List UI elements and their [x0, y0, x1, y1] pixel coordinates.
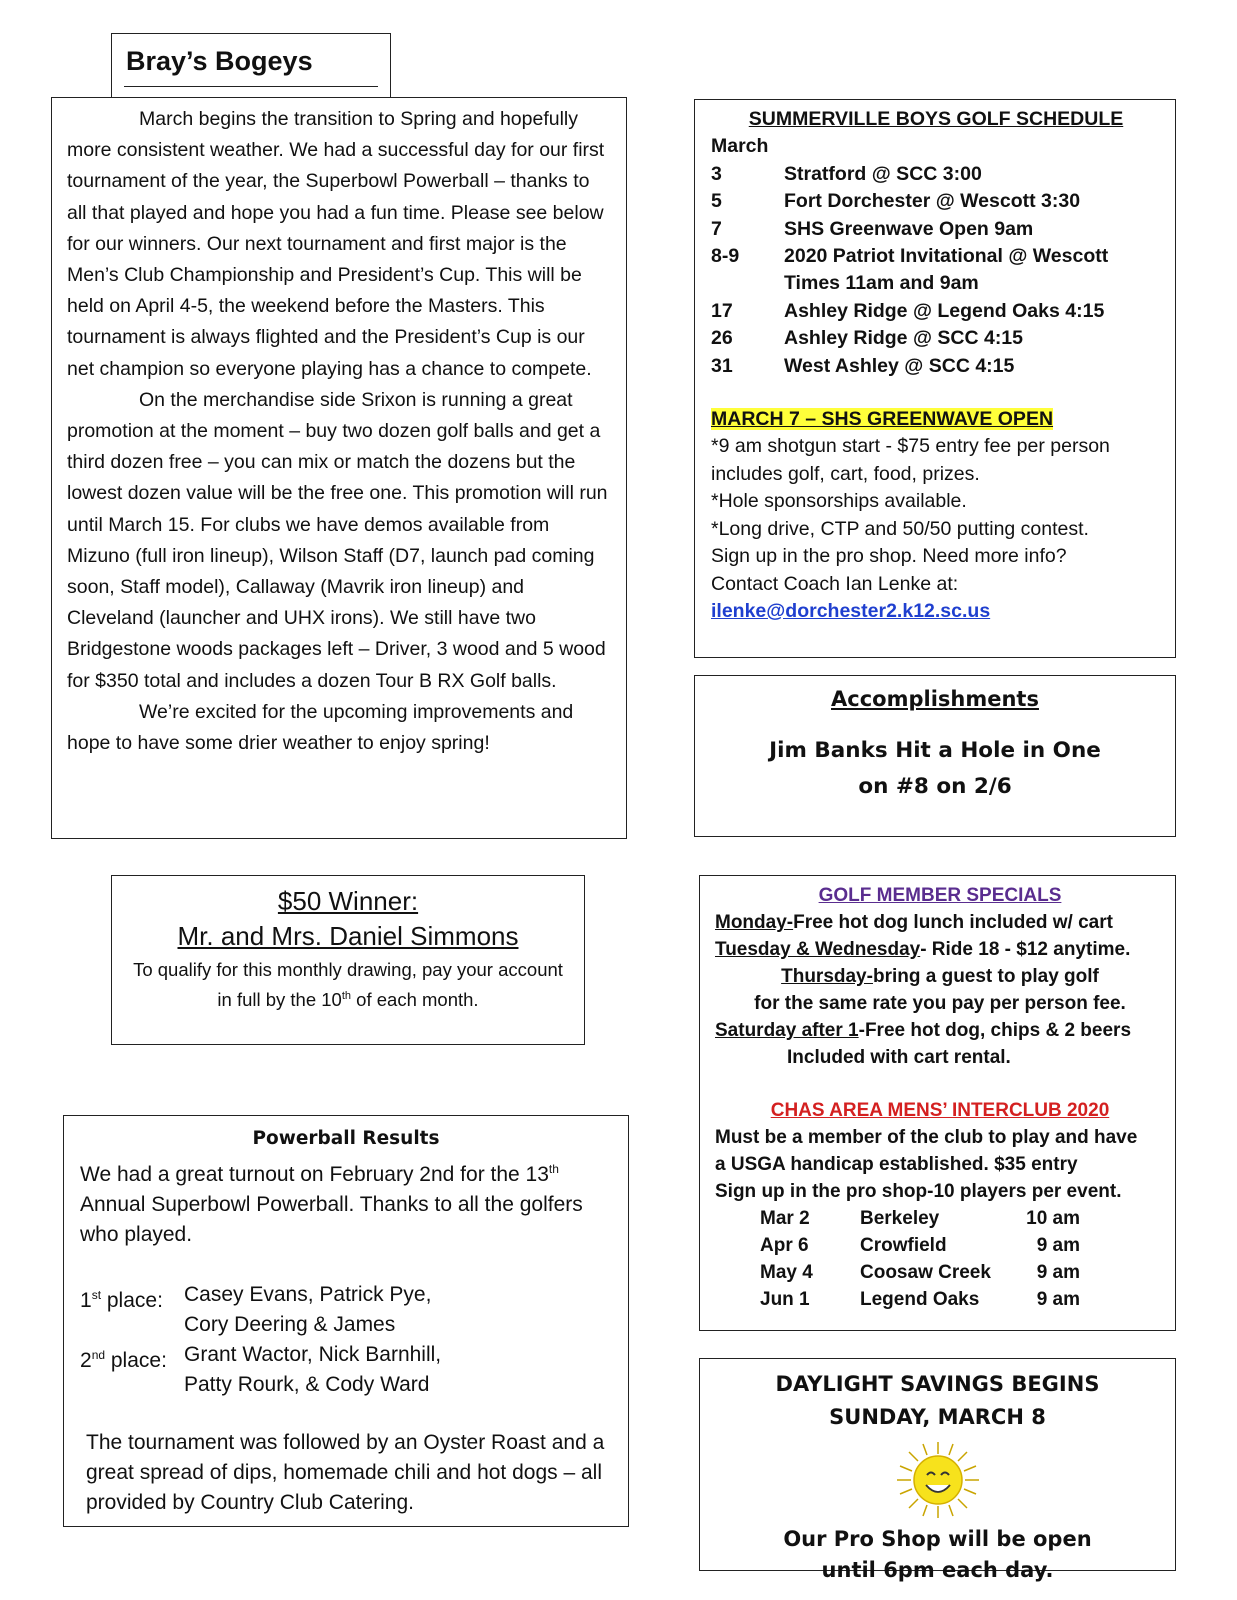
powerball-intro-text-end: Annual Superbowl Powerball. Thanks to all the golfers who played.: [80, 1193, 583, 1246]
daylight-line-3: Our Pro Shop will be open: [783, 1527, 1092, 1551]
winner-note-text-end: of each month.: [351, 989, 479, 1011]
special-monday-day: Monday-: [715, 912, 794, 933]
schedule-event: [711, 188, 1161, 215]
monthly-winner-box: [111, 875, 585, 1045]
schedule-events: [711, 161, 1161, 380]
powerball-intro: [80, 1154, 612, 1250]
interclub-event-row: [715, 1205, 1165, 1232]
title-underline: [124, 86, 378, 87]
special-saturday: [715, 1017, 1165, 1044]
interclub-event-date: May 4: [760, 1262, 813, 1283]
greenwave-detail-line: Sign up in the pro shop. Need more info?: [711, 545, 1067, 568]
interclub-event-row: [715, 1286, 1165, 1313]
powerball-outro: The tournament was followed by an Oyster Roast and a great spread of dips, homemade chili and hot dogs – all provided by Country Club Catering.: [86, 1431, 605, 1514]
interclub-event-time: 9 am: [1036, 1262, 1080, 1283]
first-place-label: [80, 1280, 184, 1340]
schedule-event: [711, 161, 1161, 188]
greenwave-detail-line: includes golf, cart, food, prizes.: [711, 462, 980, 485]
daylight-line-1: DAYLIGHT SAVINGS BEGINS: [775, 1372, 1100, 1396]
special-thursday-day: Thursday-: [781, 966, 873, 987]
intro-paragraph-3: We’re excited for the upcoming improvements and hope to have some drier weather to enjoy spring!: [67, 700, 574, 755]
schedule-event: [711, 243, 1161, 270]
schedule-event: [711, 216, 1161, 243]
schedule-month: March: [711, 135, 769, 158]
interclub-line-3: Sign up in the pro shop-10 players per event.: [715, 1181, 1122, 1202]
special-monday-text: Free hot dog lunch included w/ cart: [793, 912, 1113, 933]
accomplishments-box: [694, 675, 1176, 837]
intro-article: [51, 97, 627, 839]
winner-note-text: To qualify for this monthly drawing, pay your account in full by the 10: [133, 959, 563, 1011]
newsletter-title: Bray’s Bogeys: [126, 46, 313, 76]
schedule-event-text: West Ashley @ SCC 4:15: [784, 354, 1015, 377]
interclub-event-row: [715, 1232, 1165, 1259]
first-place-row: [80, 1280, 612, 1340]
winner-title: $50 Winner:: [277, 886, 419, 916]
schedule-event-text: Stratford @ SCC 3:00: [784, 162, 982, 185]
winner-note: [112, 956, 584, 1013]
schedule-event-day: [711, 270, 784, 297]
interclub-line-2: a USGA handicap established. $35 entry: [715, 1154, 1078, 1175]
schedule-event-text: Times 11am and 9am: [784, 272, 979, 295]
powerball-intro-sup: th: [548, 1162, 559, 1176]
special-thursday: [715, 963, 1165, 990]
schedule-event-day: 5: [711, 190, 722, 213]
second-place-names-1: Grant Wactor, Nick Barnhill,: [184, 1343, 442, 1366]
interclub-event-row: [715, 1259, 1165, 1286]
special-saturday-day: Saturday after 1: [715, 1020, 859, 1041]
winner-note-sup: th: [341, 990, 352, 1002]
second-place-label: [80, 1340, 184, 1400]
powerball-results-box: [63, 1115, 629, 1527]
special-tuesday-text: - Ride 18 - $12 anytime.: [920, 939, 1131, 960]
first-place-names-2: Cory Deering & James: [184, 1313, 396, 1336]
schedule-title: SUMMERVILLE BOYS GOLF SCHEDULE: [748, 108, 1124, 130]
interclub-event-club: Berkeley: [860, 1208, 940, 1229]
schedule-event-text: Ashley Ridge @ SCC 4:15: [784, 327, 1023, 350]
schedule-event: [711, 325, 1161, 352]
powerball-intro-text: We had a great turnout on February 2nd for the 13: [80, 1163, 549, 1186]
newsletter-header: [111, 33, 391, 97]
schedule-event-day: 31: [711, 354, 733, 377]
interclub-event-time: 10 am: [1026, 1208, 1080, 1229]
intro-paragraph-2: On the merchandise side Srixon is running a great promotion at the moment – buy two dozen golf balls and get a third dozen free – you can mix or match the dozens but the lowest dozen value will be the free one. This promotion will run until March 15. For clubs we have demos available from Mizuno (full iron lineup), Wilson Staff (D7, launch pad coming soon, Staff model), Callaway (Mavrik iron lineup) and Cleveland (launcher and UHX irons). We still have two Bridgestone woods packages left – Driver, 3 wood and 5 wood for $350 total and includes a dozen Tour B RX Golf balls.: [67, 388, 608, 692]
powerball-title: Powerball Results: [252, 1128, 440, 1149]
special-thursday-text: bring a guest to play golf: [872, 966, 1099, 987]
second-place-word: place:: [105, 1349, 167, 1372]
winner-name: Mr. and Mrs. Daniel Simmons: [177, 921, 519, 951]
greenwave-detail-line: *9 am shotgun start - $75 entry fee per person: [711, 435, 1110, 458]
schedule-event-text: Ashley Ridge @ Legend Oaks 4:15: [784, 299, 1105, 322]
greenwave-details: [711, 433, 1161, 597]
schedule-event-day: 26: [711, 327, 733, 350]
interclub-event-time: 9 am: [1036, 1235, 1080, 1256]
special-tuesday: [715, 936, 1165, 963]
interclub-event-date: Apr 6: [760, 1235, 809, 1256]
schedule-event-text: SHS Greenwave Open 9am: [784, 217, 1034, 240]
special-saturday-2: Included with cart rental.: [787, 1047, 1011, 1068]
interclub-event-date: Mar 2: [760, 1208, 810, 1229]
interclub-events: [715, 1205, 1165, 1313]
second-place-num: 2: [80, 1349, 92, 1372]
schedule-event-text: 2020 Patriot Invitational @ Wescott: [784, 245, 1109, 268]
second-place-row: [80, 1340, 612, 1400]
interclub-event-club: Coosaw Creek: [860, 1262, 991, 1283]
coach-email-link[interactable]: ilenke@dorchester2.k12.sc.us: [711, 599, 991, 622]
greenwave-open-heading: MARCH 7 – SHS GREENWAVE OPEN: [711, 408, 1054, 431]
daylight-line-4: until 6pm each day.: [821, 1558, 1054, 1582]
interclub-event-club: Crowfield: [860, 1235, 947, 1256]
daylight-line-2: SUNDAY, MARCH 8: [829, 1405, 1046, 1429]
interclub-event-time: 9 am: [1036, 1289, 1080, 1310]
schedule-event: [711, 353, 1161, 380]
interclub-line-1: Must be a member of the club to play and have: [715, 1127, 1138, 1148]
second-place-sup: nd: [91, 1348, 106, 1362]
accomplishment-line-2: on #8 on 2/6: [858, 774, 1012, 799]
schedule-event-day: 3: [711, 162, 722, 185]
interclub-event-club: Legend Oaks: [860, 1289, 980, 1310]
second-place-names-2: Patty Rourk, & Cody Ward: [184, 1373, 430, 1396]
specials-title: GOLF MEMBER SPECIALS: [818, 885, 1062, 906]
special-saturday-text: -Free hot dog, chips & 2 beers: [858, 1020, 1132, 1041]
schedule-event: [711, 270, 1161, 297]
schedule-event-day: 8-9: [711, 245, 740, 268]
schedule-event: [711, 298, 1161, 325]
interclub-title: CHAS AREA MENS’ INTERCLUB 2020: [770, 1100, 1110, 1121]
special-thursday-2: for the same rate you pay per person fee.: [754, 993, 1126, 1014]
greenwave-detail-line: Contact Coach Ian Lenke at:: [711, 572, 959, 595]
intro-paragraph-1: March begins the transition to Spring and hopefully more consistent weather. We had a successful day for our first tournament of the year, the Superbowl Powerball – thanks to all that played and hope you had a fun time. Please see below for our winners. Our next tournament and first major is the Men’s Club Championship and President’s Cup. This will be held on April 4-5, the weekend before the Masters. This tournament is always flighted and the President’s Cup is our net champion so everyone playing has a chance to compete.: [67, 108, 605, 380]
schedule-event-day: 7: [711, 217, 722, 240]
first-place-names-1: Casey Evans, Patrick Pye,: [184, 1283, 432, 1306]
first-place-sup: st: [91, 1288, 102, 1302]
first-place-num: 1: [80, 1289, 92, 1312]
member-specials-box: [699, 875, 1176, 1331]
schedule-event-text: Fort Dorchester @ Wescott 3:30: [784, 190, 1081, 213]
greenwave-detail-line: *Hole sponsorships available.: [711, 490, 967, 513]
daylight-savings-box: [699, 1358, 1176, 1582]
smiling-sun-icon: [893, 1440, 983, 1520]
accomplishment-line-1: Jim Banks Hit a Hole in One: [769, 738, 1101, 763]
special-tuesday-day: Tuesday & Wednesday: [715, 939, 921, 960]
interclub-event-date: Jun 1: [760, 1289, 810, 1310]
special-monday: [715, 909, 1165, 936]
accomplishments-title: Accomplishments: [831, 687, 1039, 711]
schedule-event-day: 17: [711, 299, 733, 322]
first-place-word: place:: [101, 1289, 163, 1312]
greenwave-detail-line: *Long drive, CTP and 50/50 putting contest.: [711, 517, 1089, 540]
golf-schedule-box: [694, 99, 1176, 658]
